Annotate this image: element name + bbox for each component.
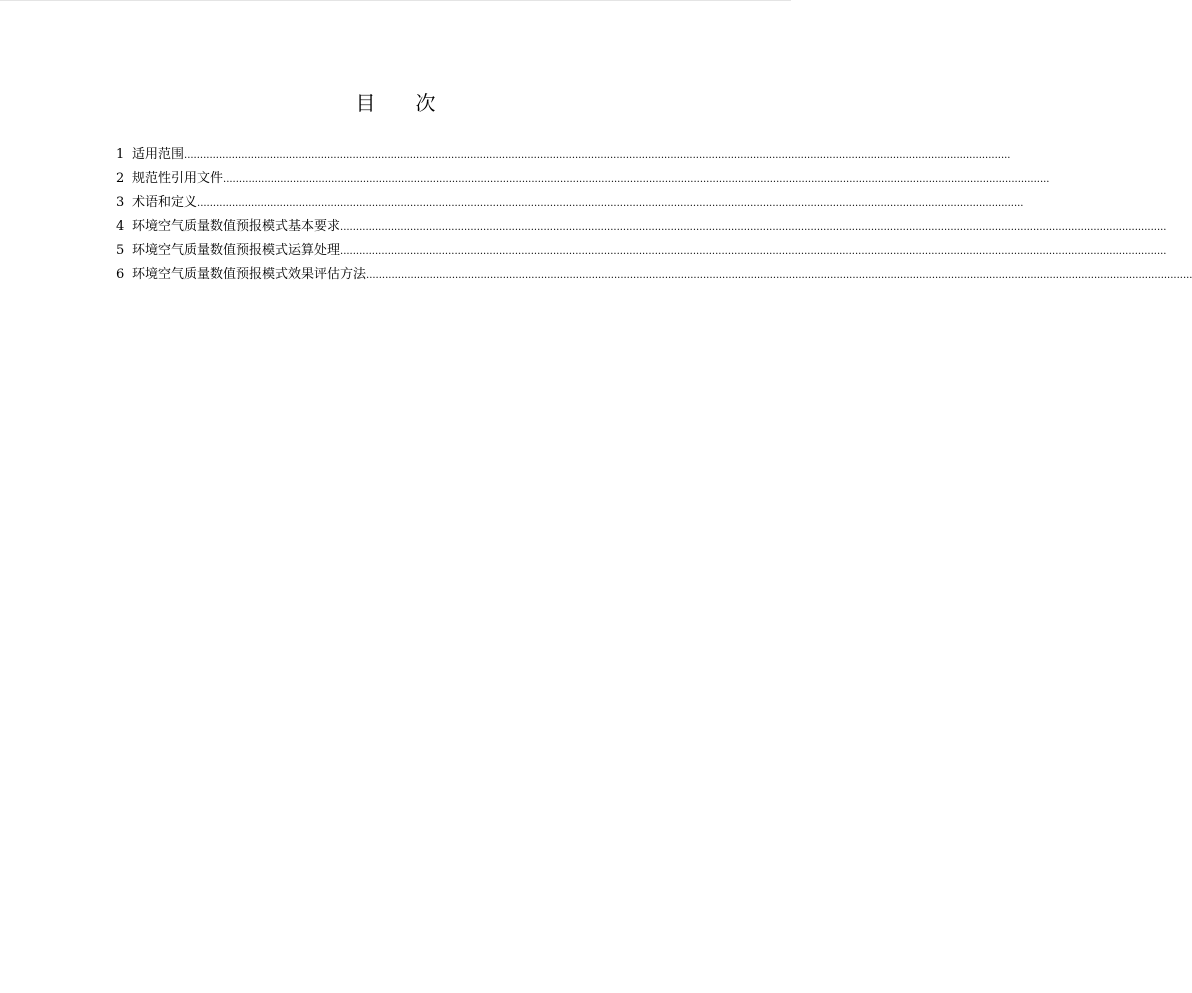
toc-dot-leader: .................................................................................................................................................................................................................................................................... (340, 246, 1167, 257)
toc-item-1[interactable] (116, 140, 1011, 164)
toc-item-number: 2 (116, 171, 125, 186)
toc-item-5[interactable] (116, 236, 1167, 260)
toc-dot-leader: .................................................................................................................................................................................................................................................................... (366, 270, 1192, 281)
toc-item-text: 环境空气质量数值预报模式效果评估方法 (132, 267, 367, 282)
toc-item-number: 3 (116, 195, 125, 210)
toc-item-text: 术语和定义 (132, 195, 198, 210)
toc-item-6[interactable] (116, 260, 1192, 284)
toc-item-4[interactable] (116, 212, 1167, 236)
toc-item-3[interactable] (116, 188, 1024, 212)
toc-item-number: 4 (116, 219, 125, 234)
toc-dot-leader: .................................................................................................................................................................................................................................................................... (197, 198, 1024, 209)
toc-dot-leader: .................................................................................................................................................................................................................................................................... (223, 174, 1050, 185)
toc-dot-leader: .................................................................................................................................................................................................................................................................... (184, 150, 1011, 161)
toc-item-number: 5 (116, 243, 125, 258)
toc-dot-leader: .................................................................................................................................................................................................................................................................... (340, 222, 1167, 233)
toc-title-char-1: 目 (355, 91, 376, 115)
toc-item-number: 6 (116, 267, 125, 282)
toc-item-text: 环境空气质量数值预报模式基本要求 (132, 219, 341, 234)
table-of-contents (116, 140, 1192, 284)
toc-item-number: 1 (116, 147, 125, 162)
toc-item-text: 规范性引用文件 (132, 171, 224, 186)
toc-item-text: 环境空气质量数值预报模式运算处理 (132, 243, 341, 258)
toc-title (0, 88, 791, 118)
toc-item-text: 适用范围 (132, 147, 185, 162)
toc-title-char-2: 次 (415, 91, 436, 115)
toc-item-2[interactable] (116, 164, 1050, 188)
